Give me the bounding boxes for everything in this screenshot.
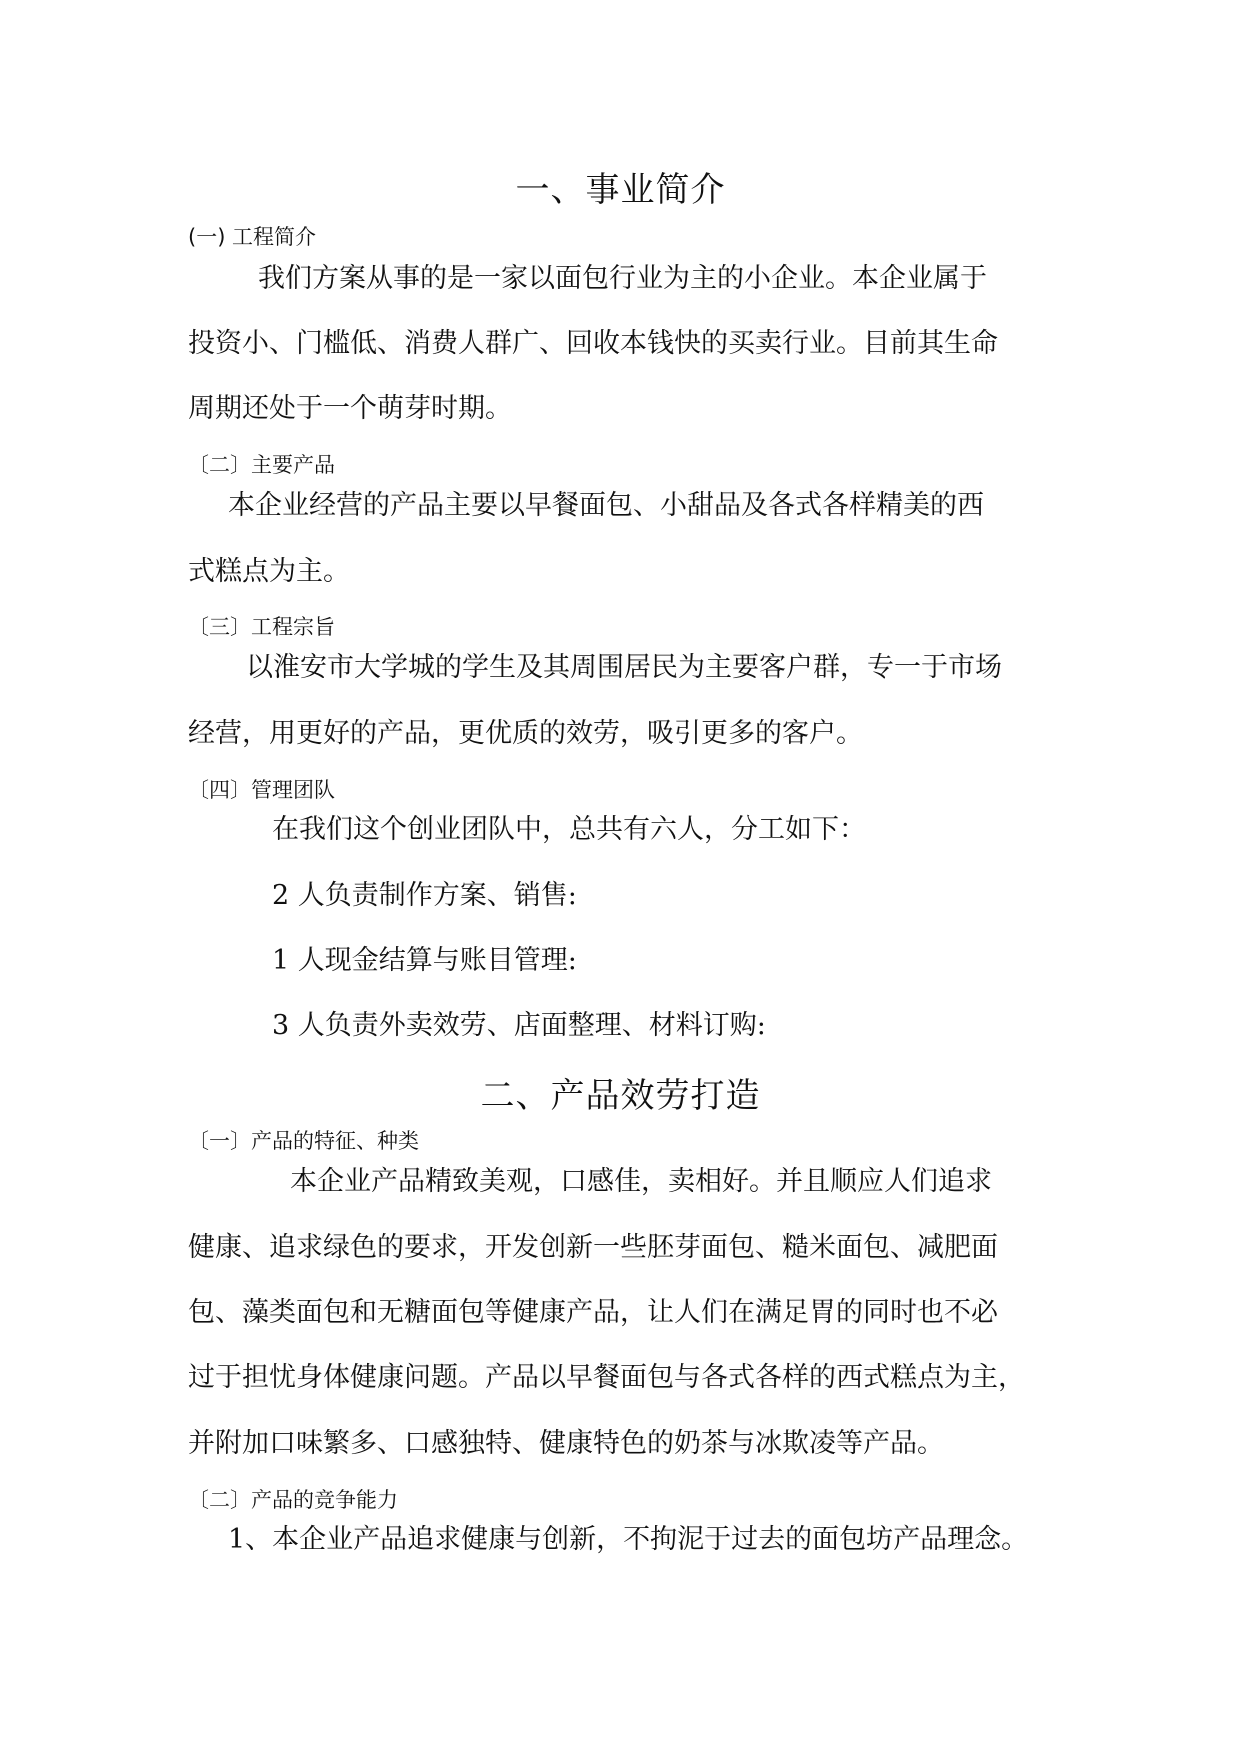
section-2-sub-1-heading: 〔一〕产品的特征、种类 (188, 1129, 419, 1153)
paragraph-line: 包、藻类面包和无糖面包等健康产品，让人们在满足胃的同时也不必 (188, 1297, 998, 1328)
paragraph-line: 经营，用更好的产品，更优质的效劳，吸引更多的客户。 (188, 718, 863, 749)
paragraph-line: 我们方案从事的是一家以面包行业为主的小企业。本企业属于 (258, 263, 987, 294)
section-2-sub-2-heading: 〔二〕产品的竞争能力 (188, 1488, 398, 1512)
section-1-sub-1-heading: (一) 工程简介 (188, 225, 317, 249)
paragraph-line: 1、本企业产品追求健康与创新，不拘泥于过去的面包坊产品理念。 (228, 1524, 1029, 1555)
paragraph-line: 在我们这个创业团队中，总共有六人，分工如下： (272, 814, 866, 845)
list-line: 1 人现金结算与账目管理: (272, 945, 577, 976)
paragraph-line: 以淮安市大学城的学生及其周围居民为主要客户群，专一于市场 (246, 652, 1002, 683)
list-line: 2 人负责制作方案、销售: (272, 880, 577, 911)
section-1-sub-2-heading: 〔二〕主要产品 (188, 453, 335, 477)
paragraph-line: 本企业经营的产品主要以早餐面包、小甜品及各式各样精美的西 (228, 490, 984, 521)
section-2-title: 二、产品效劳打造 (480, 1076, 761, 1116)
paragraph-line: 投资小、门槛低、消费人群广、回收本钱快的买卖行业。目前其生命 (188, 328, 998, 359)
section-1-sub-3-heading: 〔三〕工程宗旨 (188, 615, 335, 639)
paragraph-line: 过于担忧身体健康问题。产品以早餐面包与各式各样的西式糕点为主， (188, 1362, 1025, 1393)
paragraph-line: 健康、追求绿色的要求，开发创新一些胚芽面包、糙米面包、减肥面 (188, 1232, 998, 1263)
paragraph-line: 本企业产品精致美观，口感佳，卖相好。并且顺应人们追求 (290, 1166, 992, 1197)
paragraph-line: 周期还处于一个萌芽时期。 (188, 393, 512, 424)
list-line: 3 人负责外卖效劳、店面整理、材料订购: (272, 1010, 766, 1041)
paragraph-line: 式糕点为主。 (188, 556, 350, 587)
paragraph-line: 并附加口味繁多、口感独特、健康特色的奶茶与冰欺凌等产品。 (188, 1428, 944, 1459)
section-1-sub-4-heading: 〔四〕管理团队 (188, 778, 335, 802)
section-1-title: 一、事业简介 (515, 170, 726, 210)
